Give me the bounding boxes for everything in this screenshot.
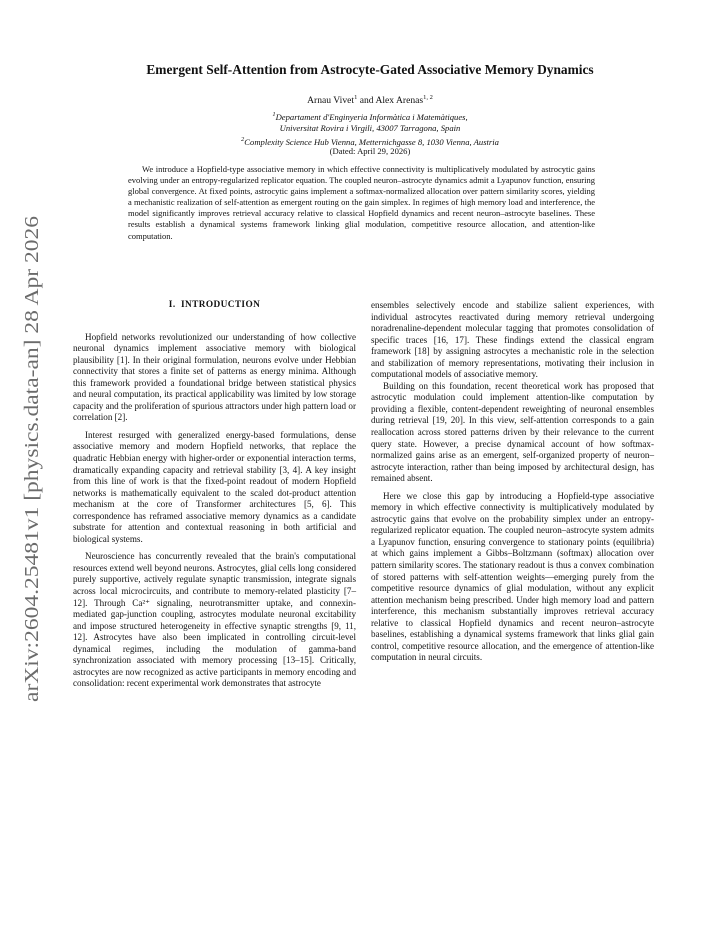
paragraph: Interest resurged with generalized energy-based formulations, dense associative memory and modern Hopfield networks, that replace the quadratic Hebbian energy with higher-order or exponential interaction terms, dramatically expanding capacity and retrieval stability [3, 4]. A key insight from this line of work is that the fixed-point readout of modern Hopfield networks is mathematically equivalent to the scaled dot-product attention mechanism at the core of Transformer architectures [5, 6]. This correspondence has reframed associative memory dynamics as a candidate substrate for attention and contextual reasoning in both artificial and biological systems. (73, 429, 356, 544)
section-number: I. (168, 300, 176, 310)
paper-title: Emergent Self-Attention from Astrocyte-Gated Associative Memory Dynamics (146, 62, 594, 77)
paragraph: Here we close this gap by introducing a Hopfield-type associative memory in which effective connectivity is multiplicatively modulated by astrocytic gains that evolve on the probability simplex under an entropy-regularized replicator equation. The coupled neuron–astrocyte system admits a Lyapunov function, ensuring convergence to stationary points (equilibria) at which gains implement a Gibbs–Boltzmann (softmax) allocation over pattern similarity scores. The stationary readout is thus a convex combination of stored patterns with self-attention weights—emerging purely from the competitive resource dynamics of glial modulation, without any explicit attention mechanism being prescribed. Under high memory load and pattern interference, this mechanism substantially improves retrieval accuracy relative to classical Hopfield dynamics and recent neuron–astrocyte baselines, establishing a dynamical systems framework that links glial gain control, competitive resource allocation, and the emergence of attention-like computation in neural circuits. (371, 490, 654, 663)
arxiv-identifier (10, 214, 50, 704)
right-column (371, 300, 654, 664)
author-line (60, 94, 680, 106)
author-name: Alex Arenas (375, 95, 424, 107)
section-title: INTRODUCTION (181, 300, 261, 310)
author-affiliation-mark: 1 (354, 94, 358, 101)
date-line: (Dated: April 29, 2026) (329, 146, 411, 156)
paragraph: ensembles selectively encode and stabilize salient experiences, with individual astrocytes reactivated during memory retrieval undergoing noradrenaline-dependent molecular tagging that promotes consolidation of specific traces [16, 17]. These findings extend the classical engram framework [18] by assigning astrocytes a mechanistic role in the selection and stabilization of memory representations, motivating their inclusion in computational models of associative memory. (371, 300, 654, 380)
author-conjunction: and (359, 95, 374, 107)
author-affiliation-mark: 1, 2 (423, 94, 433, 101)
abstract: We introduce a Hopfield-type associative memory in which effective connectivity is multiplicatively modulated by astrocytic gains evolving under an entropy-regularized replicator equation. The coupled neuron–astrocyte dynamics admit a Lyapunov function, ensuring global convergence. At fixed points, astrocytic gains implement a softmax-normalized allocation over pattern similarity scores, yielding a mechanistic realization of self-attention as emergent routing on the gain simplex. In regimes of high memory load and interference, the model significantly improves retrieval accuracy relative to classical Hopfield dynamics and recent neuron–astrocyte baselines. These results establish a dynamical systems framework linking glial modulation, competitive resource allocation, and attention-like computation. (128, 164, 595, 241)
paragraph: Building on this foundation, recent theoretical work has proposed that astrocytic modulation could implement attention-like computation by providing a flexible, content-dependent reweighting of neuronal ensembles during retrieval [19, 20]. In this view, self-attention corresponds to a gain reallocation across stored patterns driven by their relevance to the current query state. However, a precise dynamical account of how softmax-normalized gains arise as an emergent, self-organized property of neuron–astrocyte interaction, rather than being imposed by architectural design, has remained absent. (371, 380, 654, 484)
left-column (73, 296, 356, 690)
paragraph: Neuroscience has concurrently revealed that the brain's computational resources extend well beyond neurons. Astrocytes, glial cells long considered purely supportive, actively regulate synaptic transmission, integrate signals across local microcircuits, and contribute to memory-related plasticity [7–12]. Through Ca²⁺ signaling, neurotransmitter uptake, and connexin-mediated gap-junction coupling, astrocytes modulate neuronal excitability and impose structured heterogeneity in effective synaptic strengths [9, 11, 12]. Astrocytes have also been implicated in controlling circuit-level dynamical regimes, including the modulation of gamma-band synchronization associated with memory processing [13–15]. Critically, astrocytes are now recognized as active participants in memory encoding and consolidation: recent experimental work demonstrates that astrocyte (73, 551, 356, 689)
section-heading (73, 300, 356, 312)
affiliation-line: Complexity Science Hub Vienna, Metternichgasse 8, 1030 Vienna, Austria (244, 136, 499, 147)
affiliation-mark: 1 (272, 111, 276, 118)
affiliation-line: Departament d'Enginyeria Informàtica i Matemàtiques, (275, 111, 468, 122)
arxiv-identifier-text: arXiv:2604.25481v1 [physics.data-an] 28 Apr 2026 (21, 278, 43, 702)
affiliation-line: Universitat Rovira i Virgili, 43007 Tarragona, Spain (279, 122, 461, 133)
paragraph: Hopfield networks revolutionized our understanding of how collective neuronal dynamics implement associative memory with biological plausibility [1]. In their original formulation, neurons evolve under Hebbian connectivity that stores a finite set of patterns as energy minima. Although this framework provided a foundational bridge between statistical physics and neural computation, its practical applicability was limited by low storage capacity and the proliferation of spurious attractors under high pattern load or correlation [2]. (73, 331, 356, 423)
affiliation-mark: 2 (241, 135, 245, 143)
affiliation-1 (60, 109, 680, 148)
author-name: Arnau Vivet (307, 95, 355, 107)
